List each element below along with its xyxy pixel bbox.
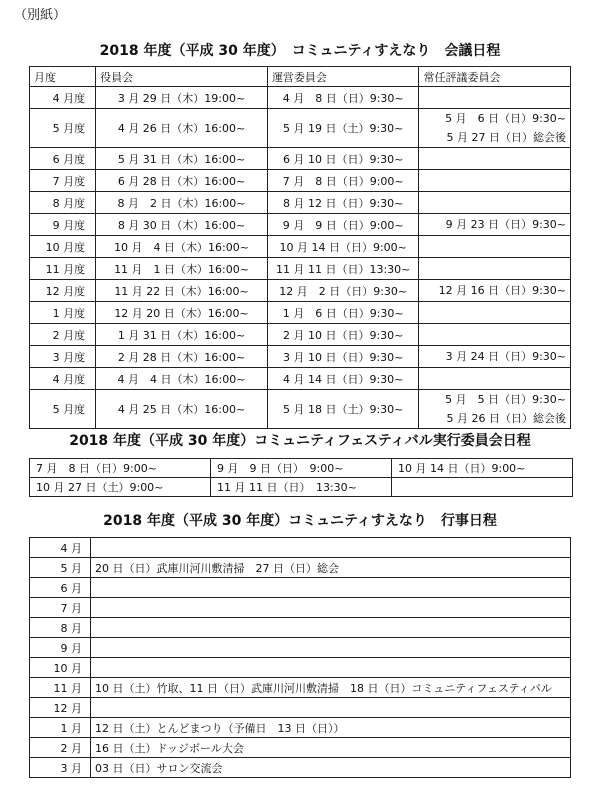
table-row	[30, 390, 571, 429]
festival-date-cell: 11 月 11 日（日） 13:30~	[211, 478, 392, 497]
month-cell: 5 月度	[30, 390, 96, 429]
table-row	[30, 302, 571, 324]
jonin-cell	[419, 170, 571, 192]
jonin-cell	[419, 258, 571, 280]
jonin-cell	[419, 368, 571, 390]
events-table	[29, 537, 571, 778]
month-cell: 8 月度	[30, 192, 96, 214]
unei-cell: 7 月 8 日（日）9:00~	[267, 170, 419, 192]
event-text-cell	[91, 598, 571, 618]
table-row	[30, 109, 571, 148]
unei-cell: 8 月 12 日（日）9:30~	[267, 192, 419, 214]
table-row	[30, 346, 571, 368]
header-unei: 運営委員会	[267, 67, 419, 87]
event-month-cell: 3 月	[30, 758, 91, 778]
unei-cell: 4 月 8 日（日）9:30~	[267, 87, 419, 109]
table-row	[30, 214, 571, 236]
jonin-line: 5 月 26 日（日）総会後	[446, 412, 566, 425]
jonin-line: 5 月 27 日（日）総会後	[446, 131, 566, 144]
yakuin-cell: 6 月 28 日（木）16:00~	[96, 170, 268, 192]
month-cell: 2 月度	[30, 324, 96, 346]
page-tag: （別紙）	[14, 8, 67, 23]
event-text-cell	[91, 658, 571, 678]
event-month-cell: 2 月	[30, 738, 91, 758]
month-cell: 12 月度	[30, 280, 96, 302]
month-cell: 7 月度	[30, 170, 96, 192]
festival-date-cell	[392, 478, 573, 497]
festival-row	[30, 459, 573, 478]
festival-row	[30, 478, 573, 497]
event-row	[30, 738, 571, 758]
month-cell: 6 月度	[30, 148, 96, 170]
month-cell: 3 月度	[30, 346, 96, 368]
jonin-line: 12 月 16 日（日）9:30~	[438, 284, 566, 297]
unei-cell: 11 月 11 日（日）13:30~	[267, 258, 419, 280]
festival-date-cell: 10 月 14 日（日）9:00~	[392, 459, 573, 478]
event-month-cell: 6 月	[30, 578, 91, 598]
month-cell: 11 月度	[30, 258, 96, 280]
table-row	[30, 280, 571, 302]
event-text-cell: 16 日（土）ドッジボール大会	[91, 738, 571, 758]
jonin-line: 5 月 6 日（日）9:30~	[445, 112, 566, 125]
table-row	[30, 87, 571, 109]
event-row	[30, 698, 571, 718]
festival-date-cell: 7 月 8 日（日）9:00~	[30, 459, 211, 478]
event-text-cell: 12 日（土）とんどまつり（予備日 13 日（日））	[91, 718, 571, 738]
month-cell: 5 月度	[30, 109, 96, 148]
unei-cell: 10 月 14 日（日）9:00~	[267, 236, 419, 258]
header-jonin: 常任評議委員会	[419, 67, 571, 87]
event-text-cell	[91, 638, 571, 658]
event-text-cell	[91, 618, 571, 638]
event-month-cell: 9 月	[30, 638, 91, 658]
event-month-cell: 8 月	[30, 618, 91, 638]
event-row	[30, 578, 571, 598]
festival-date-cell: 10 月 27 日（土）9:00~	[30, 478, 211, 497]
event-row	[30, 638, 571, 658]
event-text-cell: 10 日（土）竹取、11 日（日）武庫川河川敷清掃 18 日（日）コミュニティフェスティバル	[91, 678, 571, 698]
meetings-title: 2018 年度（平成 30 年度） コミュニティすえなり 会議日程	[99, 43, 501, 59]
unei-cell: 9 月 9 日（日）9:00~	[267, 214, 419, 236]
table-row	[30, 324, 571, 346]
event-row	[30, 758, 571, 778]
event-month-cell: 1 月	[30, 718, 91, 738]
yakuin-cell: 4 月 25 日（木）16:00~	[96, 390, 268, 429]
yakuin-cell: 5 月 31 日（木）16:00~	[96, 148, 268, 170]
unei-cell: 3 月 10 日（日）9:30~	[267, 346, 419, 368]
month-cell: 10 月度	[30, 236, 96, 258]
event-row	[30, 598, 571, 618]
event-row	[30, 618, 571, 638]
yakuin-cell: 11 月 22 日（木）16:00~	[96, 280, 268, 302]
festival-title: 2018 年度（平成 30 年度）コミュニティフェスティバル実行委員会日程	[69, 433, 531, 449]
table-row	[30, 236, 571, 258]
jonin-cell	[419, 280, 571, 302]
unei-cell: 12 月 2 日（日）9:30~	[267, 280, 419, 302]
event-row	[30, 538, 571, 558]
event-month-cell: 7 月	[30, 598, 91, 618]
jonin-cell	[419, 192, 571, 214]
yakuin-cell: 11 月 1 日（木）16:00~	[96, 258, 268, 280]
meetings-table	[29, 66, 571, 429]
meetings-header-row	[30, 67, 571, 87]
yakuin-cell: 4 月 4 日（木）16:00~	[96, 368, 268, 390]
event-text-cell	[91, 538, 571, 558]
event-row	[30, 718, 571, 738]
jonin-cell	[419, 346, 571, 368]
header-month: 月度	[30, 67, 96, 87]
jonin-line: 5 月 5 日（日）9:30~	[445, 393, 566, 406]
unei-cell: 2 月 10 日（日）9:30~	[267, 324, 419, 346]
yakuin-cell: 3 月 29 日（木）19:00~	[96, 87, 268, 109]
event-month-cell: 5 月	[30, 558, 91, 578]
month-cell: 1 月度	[30, 302, 96, 324]
event-text-cell: 20 日（日）武庫川河川敷清掃 27 日（日）総会	[91, 558, 571, 578]
jonin-cell	[419, 87, 571, 109]
yakuin-cell: 12 月 20 日（木）16:00~	[96, 302, 268, 324]
festival-table	[29, 458, 573, 497]
month-cell: 4 月度	[30, 368, 96, 390]
table-row	[30, 258, 571, 280]
yakuin-cell: 1 月 31 日（木）16:00~	[96, 324, 268, 346]
event-text-cell	[91, 578, 571, 598]
jonin-cell	[419, 390, 571, 429]
table-row	[30, 192, 571, 214]
event-row	[30, 658, 571, 678]
unei-cell: 4 月 14 日（日）9:30~	[267, 368, 419, 390]
header-yakuin: 役員会	[96, 67, 268, 87]
jonin-cell	[419, 236, 571, 258]
event-month-cell: 12 月	[30, 698, 91, 718]
events-title: 2018 年度（平成 30 年度）コミュニティすえなり 行事日程	[103, 513, 497, 529]
event-month-cell: 4 月	[30, 538, 91, 558]
yakuin-cell: 2 月 28 日（木）16:00~	[96, 346, 268, 368]
table-row	[30, 368, 571, 390]
yakuin-cell: 8 月 2 日（木）16:00~	[96, 192, 268, 214]
event-row	[30, 678, 571, 698]
event-text-cell: 03 日（日）サロン交流会	[91, 758, 571, 778]
yakuin-cell: 10 月 4 日（木）16:00~	[96, 236, 268, 258]
event-row	[30, 558, 571, 578]
jonin-line: 9 月 23 日（日）9:30~	[445, 218, 566, 231]
event-month-cell: 11 月	[30, 678, 91, 698]
event-month-cell: 10 月	[30, 658, 91, 678]
jonin-line: 3 月 24 日（日）9:30~	[445, 350, 566, 363]
event-text-cell	[91, 698, 571, 718]
festival-date-cell: 9 月 9 日（日） 9:00~	[211, 459, 392, 478]
month-cell: 9 月度	[30, 214, 96, 236]
unei-cell: 6 月 10 日（日）9:30~	[267, 148, 419, 170]
month-cell: 4 月度	[30, 87, 96, 109]
jonin-cell	[419, 148, 571, 170]
unei-cell: 5 月 19 日（土）9:30~	[267, 109, 419, 148]
jonin-cell	[419, 302, 571, 324]
unei-cell: 5 月 18 日（土）9:30~	[267, 390, 419, 429]
jonin-cell	[419, 214, 571, 236]
yakuin-cell: 4 月 26 日（木）16:00~	[96, 109, 268, 148]
unei-cell: 1 月 6 日（日）9:30~	[267, 302, 419, 324]
yakuin-cell: 8 月 30 日（木）16:00~	[96, 214, 268, 236]
jonin-cell	[419, 109, 571, 148]
table-row	[30, 170, 571, 192]
table-row	[30, 148, 571, 170]
jonin-cell	[419, 324, 571, 346]
